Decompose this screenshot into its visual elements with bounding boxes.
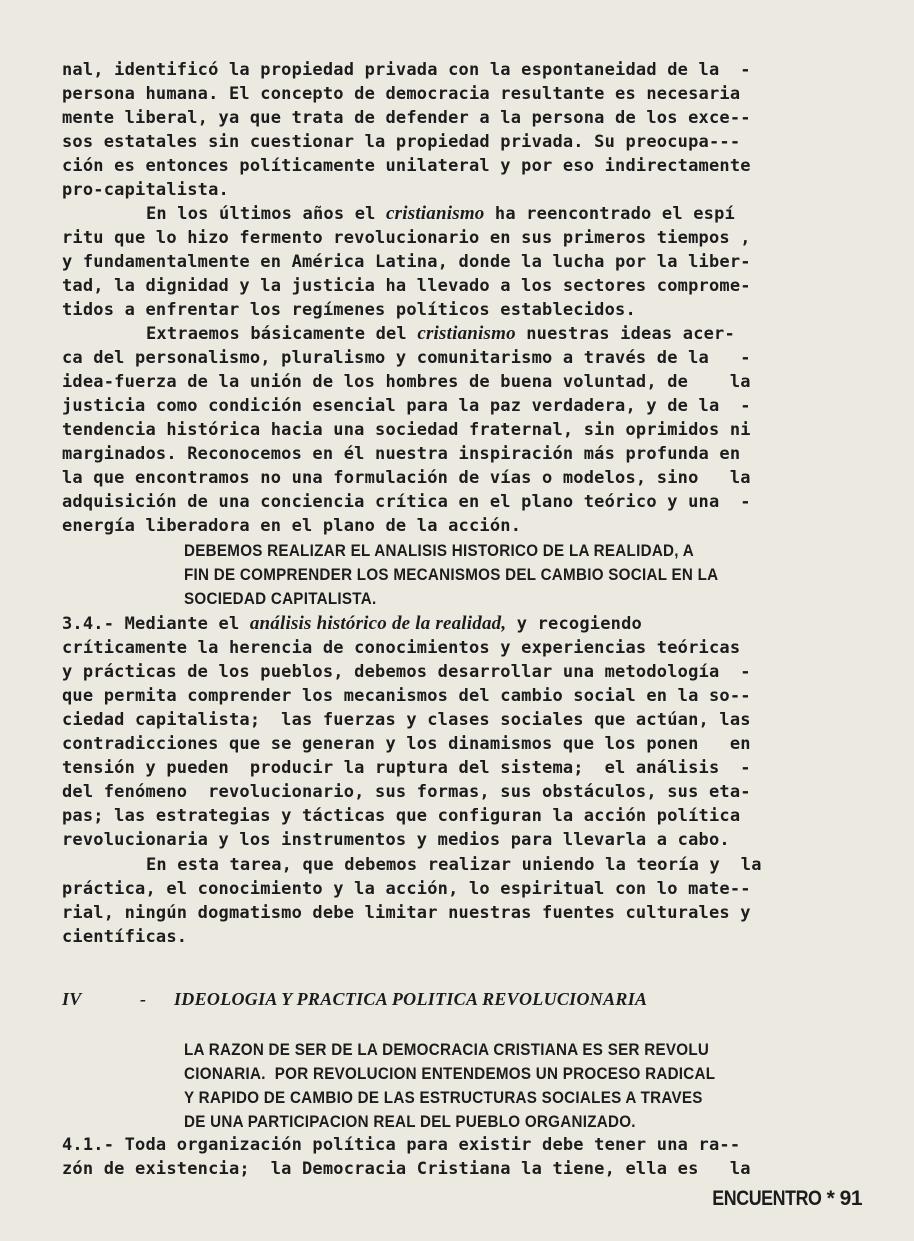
emphasis-text: análisis histórico de la realidad, <box>249 613 507 634</box>
text-line: idea-fuerza de la unión de los hombres de buena voluntad, de la <box>62 372 751 392</box>
text-line: científicas. <box>62 927 188 947</box>
thesis-line: SOCIEDAD CAPITALISTA. <box>184 590 377 608</box>
thesis-line: DE UNA PARTICIPACION REAL DEL PUEBLO ORGANIZADO. <box>184 1113 636 1131</box>
text-span: En los últimos años el <box>146 204 387 224</box>
text-line: que permita comprender los mecanismos del cambio social en la so-- <box>62 686 751 706</box>
text-line: 4.1.- Toda organización política para existir debe tener una ra-- <box>62 1135 741 1155</box>
emphasis-text: cristianismo <box>417 323 516 344</box>
text-line: marginados. Reconocemos en él nuestra inspiración más profunda en <box>62 444 741 464</box>
text-line: ritu que lo hizo fermento revolucionario en sus primeros tiempos , <box>62 228 751 248</box>
text-line: tendencia histórica hacia una sociedad fraternal, sin oprimidos ni <box>62 420 751 440</box>
text-line: zón de existencia; la Democracia Cristiana la tiene, ella es la <box>62 1159 751 1179</box>
text-line: y fundamentalmente en América Latina, donde la lucha por la liber- <box>62 252 751 272</box>
thesis-line: LA RAZON DE SER DE LA DEMOCRACIA CRISTIANA ES SER REVOLU <box>184 1041 710 1059</box>
text-span: 3.4.- Mediante el <box>62 614 250 634</box>
thesis-line: CIONARIA. POR REVOLUCION ENTENDEMOS UN PROCESO RADICAL <box>184 1065 716 1083</box>
text-line <box>146 202 858 226</box>
footer-separator: * <box>826 1187 835 1210</box>
page-number: 91 <box>839 1187 862 1210</box>
text-line <box>146 322 858 346</box>
text-line: En esta tarea, que debemos realizar uniendo la teoría y la <box>146 855 762 875</box>
text-line: y prácticas de los pueblos, debemos desarrollar una metodología - <box>62 662 751 682</box>
text-line: energía liberadora en el plano de la acción. <box>62 516 522 536</box>
emphasis-text: cristianismo <box>386 203 485 224</box>
text-line: rial, ningún dogmatismo debe limitar nuestras fuentes culturales y <box>62 903 751 923</box>
text-line: ca del personalismo, pluralismo y comunitarismo a través de la - <box>62 348 751 368</box>
section-heading <box>62 987 647 1011</box>
text-line: la que encontramos no una formulación de vías o modelos, sino la <box>62 468 751 488</box>
thesis-line: Y RAPIDO DE CAMBIO DE LAS ESTRUCTURAS SOCIALES A TRAVES <box>184 1089 703 1107</box>
text-line: ciedad capitalista; las fuerzas y clases sociales que actúan, las <box>62 710 751 730</box>
text-line: pas; las estrategias y tácticas que configuran la acción política <box>62 806 741 826</box>
text-line: práctica, el conocimiento y la acción, lo espiritual con lo mate-- <box>62 879 751 899</box>
text-line <box>62 612 858 636</box>
text-line: tensión y pueden producir la ruptura del sistema; el análisis - <box>62 758 751 778</box>
thesis-line: FIN DE COMPRENDER LOS MECANISMOS DEL CAMBIO SOCIAL EN LA <box>184 566 719 584</box>
section-number: IV <box>62 989 82 1009</box>
text-line: sos estatales sin cuestionar la propiedad privada. Su preocupa--- <box>62 132 741 152</box>
magazine-name: ENCUENTRO <box>712 1187 822 1210</box>
text-line: tidos a enfrentar los regímenes políticos establecidos. <box>62 300 636 320</box>
text-line: tad, la dignidad y la justicia ha llevado a los sectores comprome- <box>62 276 751 296</box>
text-line: pro-capitalista. <box>62 180 229 200</box>
text-span: ha reencontrado el espí <box>484 204 735 224</box>
text-span: nuestras ideas acer- <box>515 324 735 344</box>
text-span: Extraemos básicamente del <box>146 324 418 344</box>
text-line: ción es entonces políticamente unilateral y por eso indirectamente <box>62 156 751 176</box>
text-line: nal, identificó la propiedad privada con la espontaneidad de la - <box>62 60 751 80</box>
section-dash: - <box>140 989 147 1009</box>
text-line: del fenómeno revolucionario, sus formas, sus obstáculos, sus eta- <box>62 782 751 802</box>
text-line: adquisición de una conciencia crítica en el plano teórico y una - <box>62 492 751 512</box>
text-line: persona humana. El concepto de democracia resultante es necesaria <box>62 84 741 104</box>
text-line: críticamente la herencia de conocimientos y experiencias teóricas <box>62 638 741 658</box>
page-footer <box>693 1187 862 1211</box>
text-span: y recogiendo <box>506 614 642 634</box>
section-title: IDEOLOGIA Y PRACTICA POLITICA REVOLUCIONARIA <box>174 989 648 1009</box>
text-line: mente liberal, ya que trata de defender a la persona de los exce-- <box>62 108 751 128</box>
text-line: revolucionaria y los instrumentos y medios para llevarla a cabo. <box>62 830 730 850</box>
text-line: contradicciones que se generan y los dinamismos que los ponen en <box>62 734 751 754</box>
thesis-line: DEBEMOS REALIZAR EL ANALISIS HISTORICO DE LA REALIDAD, A <box>184 542 694 560</box>
text-line: justicia como condición esencial para la paz verdadera, y de la - <box>62 396 751 416</box>
